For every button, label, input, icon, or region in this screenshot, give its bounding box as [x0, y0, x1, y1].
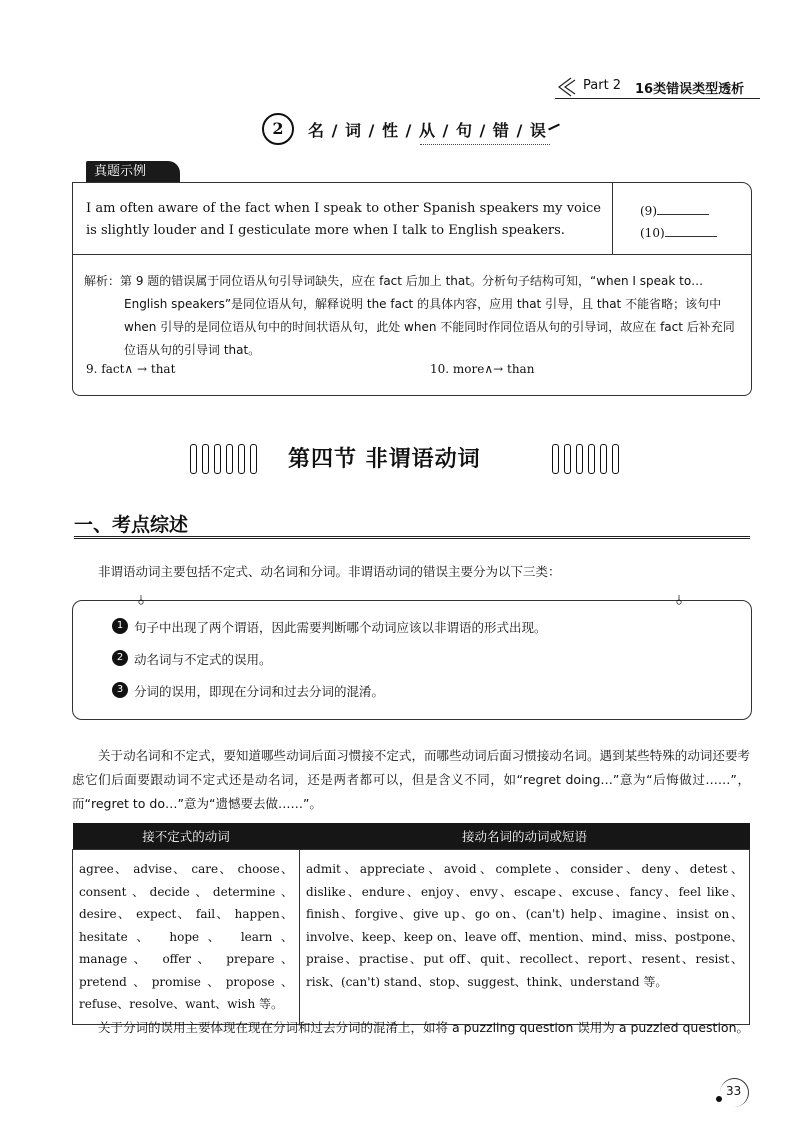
- intro-paragraph: 非谓语动词主要包括不定式、动名词和分词。非谓语动词的错误主要分为以下三类：: [98, 564, 561, 579]
- heading-rule: [74, 536, 750, 539]
- left-bars-decoration: [190, 444, 257, 472]
- page-number-dot: [716, 1096, 722, 1102]
- list-item: [112, 650, 547, 682]
- section-tail: [548, 124, 560, 131]
- blank-9-line: [657, 202, 709, 215]
- analysis-line1: 第 9 题的错误属于同位语从句引导词缺失，应在 fact 后加上 that。分析句子结构可知，“when I speak to…: [120, 274, 704, 288]
- table-header-gerund: 接动名词的动词或短语: [300, 823, 750, 850]
- list-item: [112, 618, 547, 650]
- section-number: 2: [262, 113, 294, 145]
- bullet-number: 2: [112, 650, 128, 666]
- infinitive-verbs-cell: agree、 advise、 care、 choose、 consent、decide、determine、desire、 expect、 fail、 happen、 hesitate、 hope、 learn、 manage、 offer、 prepare、pretend、promise、propose、 refuse、resolve、want、wish 等。: [73, 850, 300, 1025]
- list-item: [112, 682, 547, 714]
- blank-9: [640, 202, 709, 218]
- example-divider: [72, 254, 752, 255]
- right-bars-decoration: [552, 444, 619, 472]
- chapter-title: 第四节 非谓语动词: [288, 447, 481, 472]
- blank-10-label: (10): [640, 226, 665, 240]
- page-number-badge: [716, 1078, 750, 1108]
- pin-icon: [674, 595, 684, 605]
- analysis-label: 解析：: [84, 274, 121, 288]
- header-rule: [555, 98, 760, 99]
- page-number: 33: [726, 1084, 742, 1098]
- blank-10-line: [665, 224, 717, 237]
- example-column-divider: [612, 182, 613, 254]
- answer-9: 9. fact∧ → that: [86, 362, 176, 376]
- verb-table: [72, 823, 750, 1025]
- gerund-paragraph: 关于动名词和不定式，要知道哪些动词后面习惯接不定式，而哪些动词后面习惯接动名词。遇到某些特殊的动词还要考虑它们后面要跟动词不定式还是动名词，还是两者都可以，但是含义不同，如“regret doing…”意为“后悔做过……”，而“regret to do…”意为“遗憾要去做……”。: [72, 748, 750, 811]
- gerund-verbs-cell: admit、appreciate、avoid、complete、consider、deny、detest、dislike、endure、enjoy、envy、escape、excuse、fancy、feel like、finish、forgive、give up、go on、(can't) help、imagine、insist on、involve、keep、keep on、leave off、mention、mind、miss、postpone、praise、practise、put off、quit、recollect、report、resent、resist、risk、(can't) stand、stop、suggest、think、understand 等。: [300, 850, 750, 1025]
- error-types-list: [112, 618, 547, 714]
- part-title: 16类错误类型透析: [635, 82, 745, 97]
- bracket-icon: [555, 76, 577, 98]
- participle-paragraph: 关于分词的误用主要体现在现在分词和过去分词的混淆上，如将 a puzzling question 误用为 a puzzled question。: [98, 1020, 750, 1035]
- blank-10: [640, 224, 717, 240]
- heading-overview: 一、考点综述: [74, 514, 189, 536]
- analysis-text: [84, 270, 744, 362]
- bullet-number: 3: [112, 682, 128, 698]
- answer-10: 10. more∧→ than: [430, 362, 535, 376]
- section-underline: [420, 144, 550, 145]
- pin-icon: [136, 595, 146, 605]
- running-header: [555, 76, 760, 98]
- blank-9-label: (9): [640, 204, 657, 218]
- example-tab: 真题示例: [86, 161, 180, 183]
- analysis: [84, 270, 744, 362]
- list-item-text: 分词的误用，即现在分词和过去分词的混淆。: [134, 684, 385, 699]
- list-item-text: 动名词与不定式的误用。: [134, 652, 272, 667]
- part-label: Part 2: [583, 78, 622, 93]
- bullet-number: 1: [112, 618, 128, 634]
- section-title: 名 / 词 / 性 / 从 / 句 / 错 / 误: [308, 121, 547, 140]
- table-row: [73, 850, 750, 1025]
- list-item-text: 句子中出现了两个谓语，因此需要判断哪个动词应该以非谓语的形式出现。: [134, 620, 547, 635]
- example-sentence: I am often aware of the fact when I speak to other Spanish speakers my voice is slightly louder and I gesticulate more when I talk to English speakers.: [86, 201, 601, 238]
- table-header-infinitive: 接不定式的动词: [73, 823, 300, 850]
- analysis-rest: English speakers”是同位语从句，解释说明 the fact 的具体内容，应用 that 引导，且 that 不能省略；该句中 when 引导的是同位语从句中的时间状语从句，此处 when 不能同时作同位语从句的引导词，故应在 fact 后补充同位语从句的引导词 that。: [124, 297, 735, 357]
- chapter-heading: [190, 440, 630, 476]
